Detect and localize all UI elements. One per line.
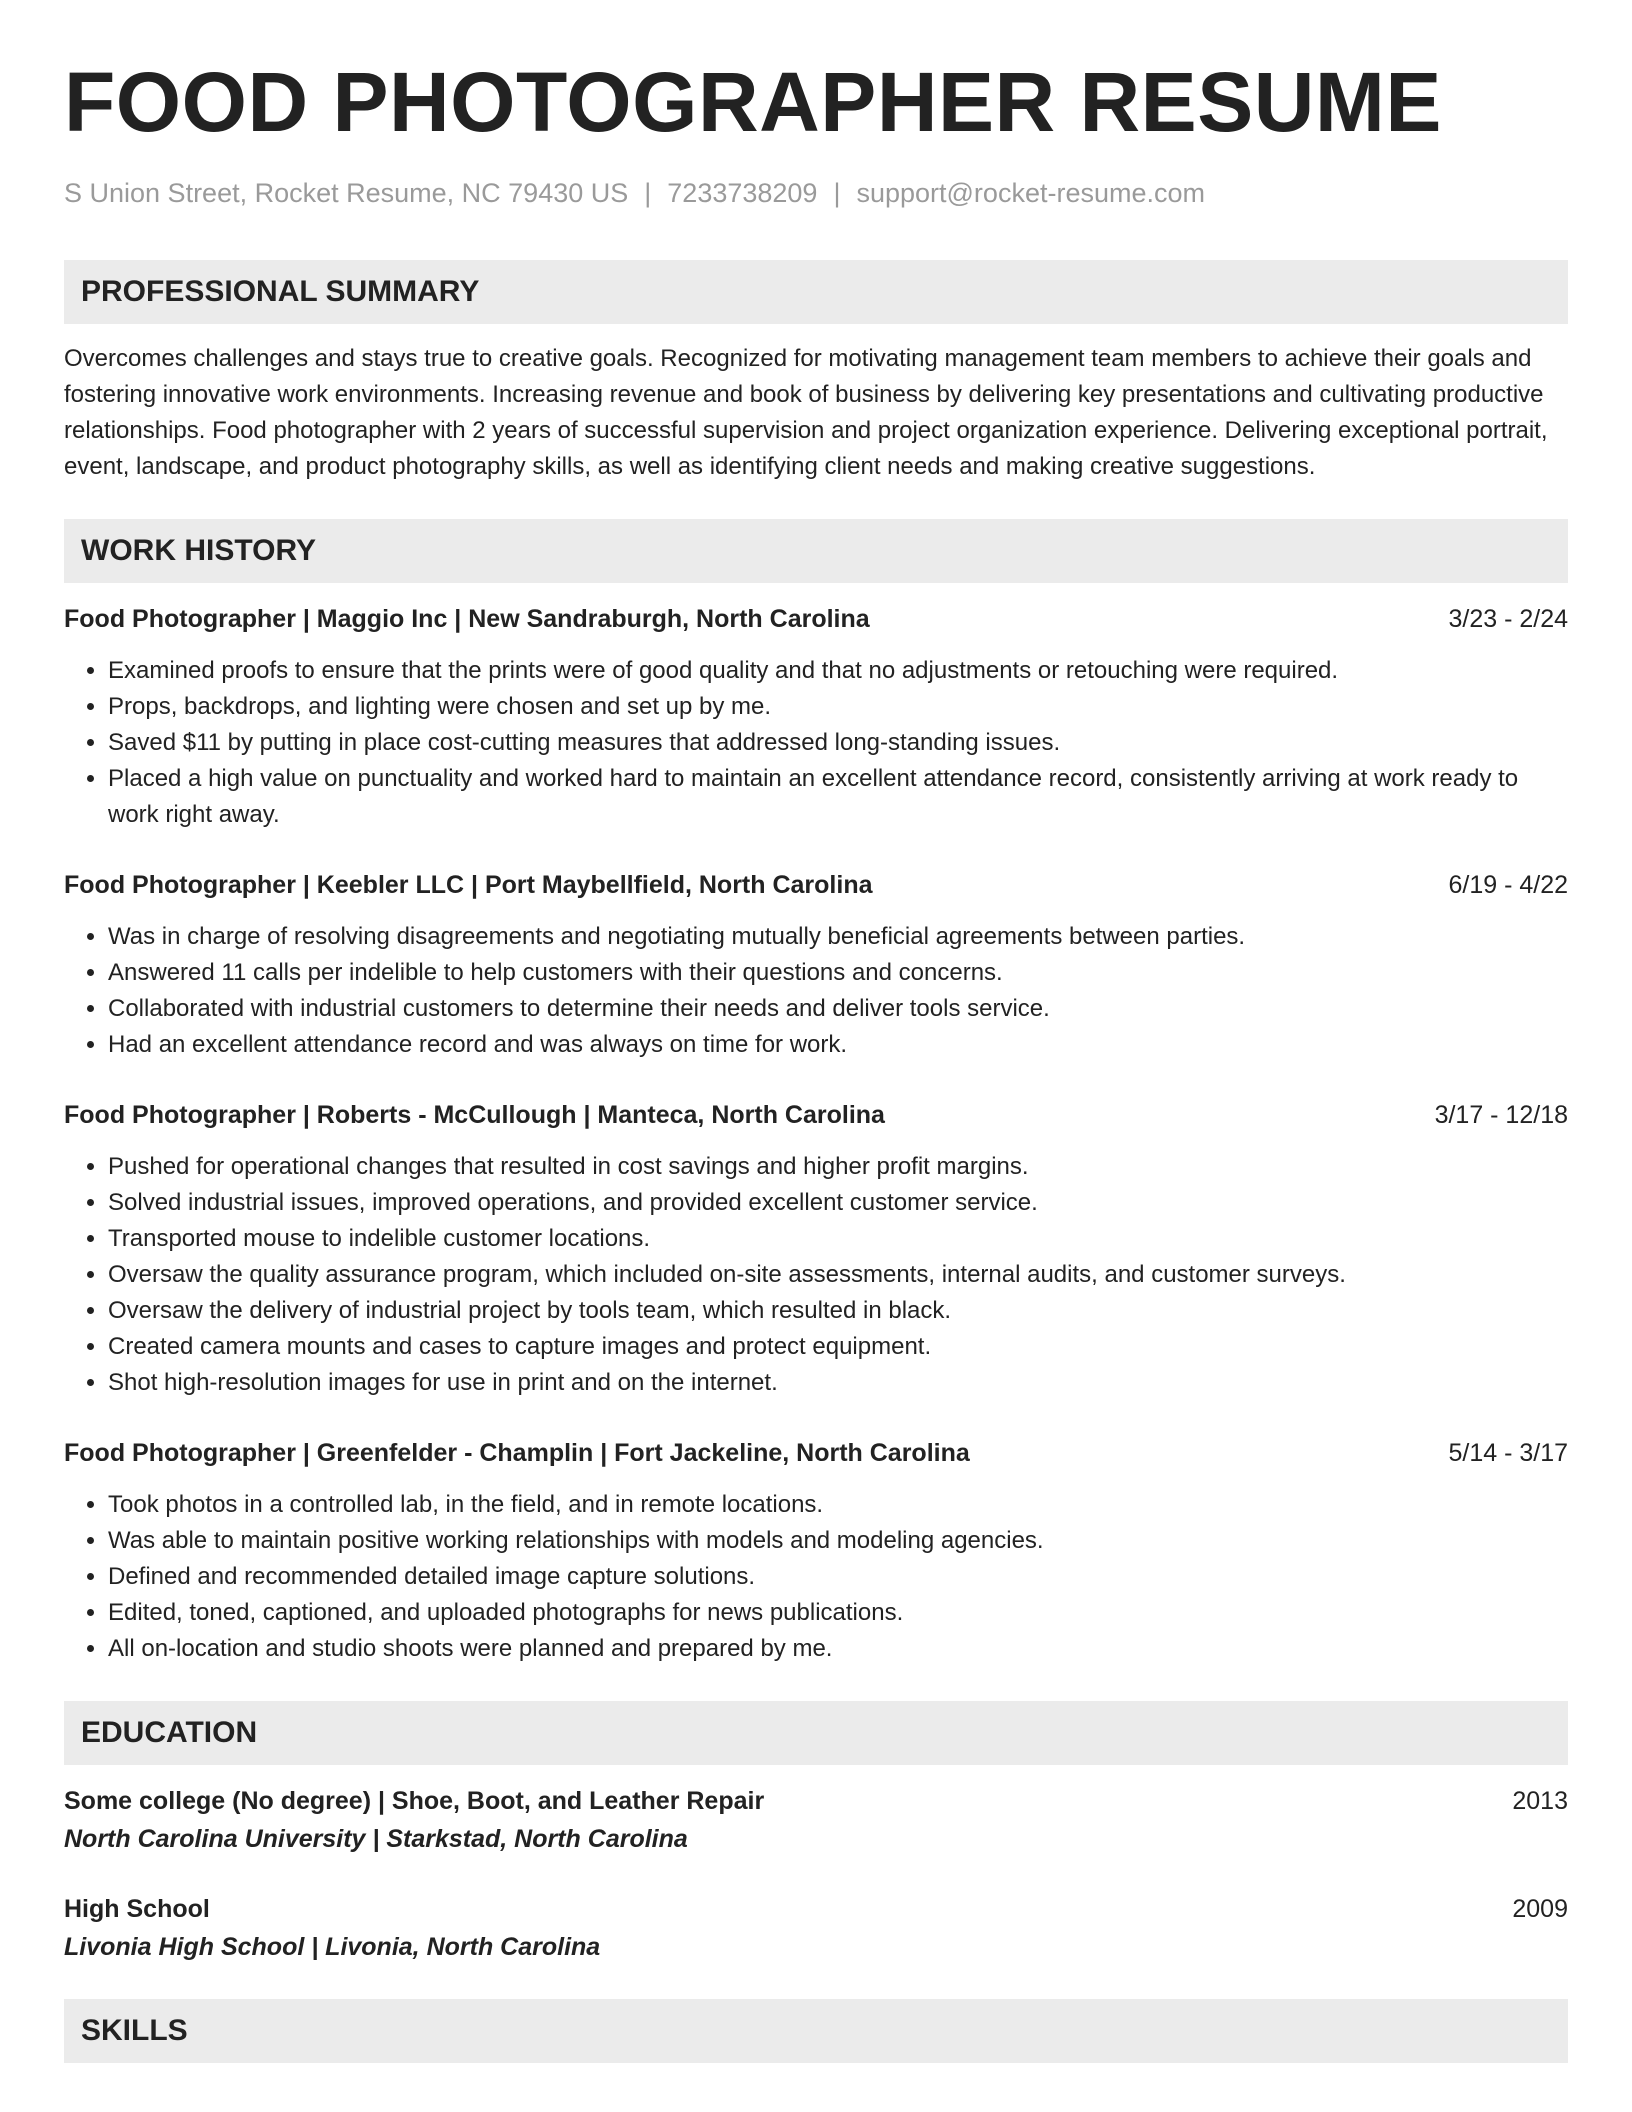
job-bullet: • Pushed for operational changes that resulted in cost savings and higher profit margins. [108, 1149, 1568, 1185]
job-bullet: • Answered 11 calls per indelible to help customers with their questions and concerns. [108, 955, 1568, 991]
job-bullet: • Shot high-resolution images for use in print and on the internet. [108, 1365, 1568, 1401]
job-bullet: • All on-location and studio shoots were planned and prepared by me. [108, 1631, 1568, 1667]
job-bullets [64, 1149, 1568, 1401]
job-dates: 3/17 - 12/18 [1434, 1101, 1568, 1129]
education-year: 2013 [1512, 1787, 1568, 1815]
job-entry [64, 867, 1568, 1063]
job-title: Food Photographer | Keebler LLC | Port Maybellfield, North Carolina [64, 871, 873, 899]
job-bullet: • Was in charge of resolving disagreements and negotiating mutually beneficial agreements between parties. [108, 919, 1568, 955]
job-bullet: • Edited, toned, captioned, and uploaded photographs for news publications. [108, 1595, 1568, 1631]
job-bullet: • Saved $11 by putting in place cost-cutting measures that addressed long-standing issues. [108, 725, 1568, 761]
contact-address: S Union Street, Rocket Resume, NC 79430 US [64, 178, 629, 208]
job-bullets [64, 653, 1568, 833]
job-bullet: • Props, backdrops, and lighting were chosen and set up by me. [108, 689, 1568, 725]
job-bullet: • Oversaw the quality assurance program, which included on-site assessments, internal audits, and customer surveys. [108, 1257, 1568, 1293]
education-title: Some college (No degree) | Shoe, Boot, and Leather Repair [64, 1787, 765, 1815]
contact-separator: | [833, 178, 841, 208]
contact-phone: 7233738209 [667, 178, 818, 208]
contact-line [64, 176, 1568, 210]
job-title: Food Photographer | Greenfelder - Champlin | Fort Jackeline, North Carolina [64, 1439, 970, 1467]
job-bullet: • Took photos in a controlled lab, in the field, and in remote locations. [108, 1487, 1568, 1523]
job-bullet: • Was able to maintain positive working relationships with models and modeling agencies. [108, 1523, 1568, 1559]
job-title: Food Photographer | Roberts - McCullough | Manteca, North Carolina [64, 1101, 885, 1129]
job-entry [64, 601, 1568, 833]
contact-separator: | [644, 178, 652, 208]
job-bullet: • Had an excellent attendance record and was always on time for work. [108, 1027, 1568, 1063]
job-bullet: • Collaborated with industrial customers to determine their needs and deliver tools service. [108, 991, 1568, 1027]
section-header-professional-summary: PROFESSIONAL SUMMARY [64, 260, 1568, 324]
section-header-work-history: WORK HISTORY [64, 519, 1568, 583]
job-bullets [64, 919, 1568, 1063]
job-bullet: • Created camera mounts and cases to capture images and protect equipment. [108, 1329, 1568, 1365]
job-bullet: • Placed a high value on punctuality and worked hard to maintain an excellent attendance record, consistently arriving at work ready to work right away. [108, 761, 1568, 833]
education-entry [64, 1891, 1568, 1965]
education-year: 2009 [1512, 1895, 1568, 1923]
section-header-education: EDUCATION [64, 1701, 1568, 1765]
job-bullet: • Oversaw the delivery of industrial project by tools team, which resulted in black. [108, 1293, 1568, 1329]
job-entry [64, 1435, 1568, 1667]
job-bullets [64, 1487, 1568, 1667]
education-school: North Carolina University | Starkstad, North Carolina [64, 1825, 688, 1853]
job-entry [64, 1097, 1568, 1401]
job-bullet: • Examined proofs to ensure that the prints were of good quality and that no adjustments or retouching were required. [108, 653, 1568, 689]
job-title: Food Photographer | Maggio Inc | New Sandraburgh, North Carolina [64, 605, 870, 633]
job-bullet: • Transported mouse to indelible customer locations. [108, 1221, 1568, 1257]
resume-title: FOOD PHOTOGRAPHER RESUME [64, 55, 1442, 149]
job-dates: 6/19 - 4/22 [1448, 871, 1568, 899]
job-bullet: • Defined and recommended detailed image capture solutions. [108, 1559, 1568, 1595]
education-entry [64, 1783, 1568, 1857]
section-header-skills: SKILLS [64, 1999, 1568, 2063]
job-bullet: • Solved industrial issues, improved operations, and provided excellent customer service. [108, 1185, 1568, 1221]
contact-email[interactable]: support@rocket-resume.com [856, 178, 1205, 208]
education-title: High School [64, 1895, 210, 1923]
education-school: Livonia High School | Livonia, North Carolina [64, 1933, 601, 1961]
job-dates: 3/23 - 2/24 [1448, 605, 1568, 633]
summary-text: Overcomes challenges and stays true to creative goals. Recognized for motivating management team members to achieve their goals and fostering innovative work environments. Increasing revenue and book of business by delivering key presentations and cultivating productive relationships. Food photographer with 2 years of successful supervision and project organization experience. Delivering exceptional portrait, event, landscape, and product photography skills, as well as identifying client needs and making creative suggestions. [64, 345, 1548, 480]
job-dates: 5/14 - 3/17 [1448, 1439, 1568, 1467]
